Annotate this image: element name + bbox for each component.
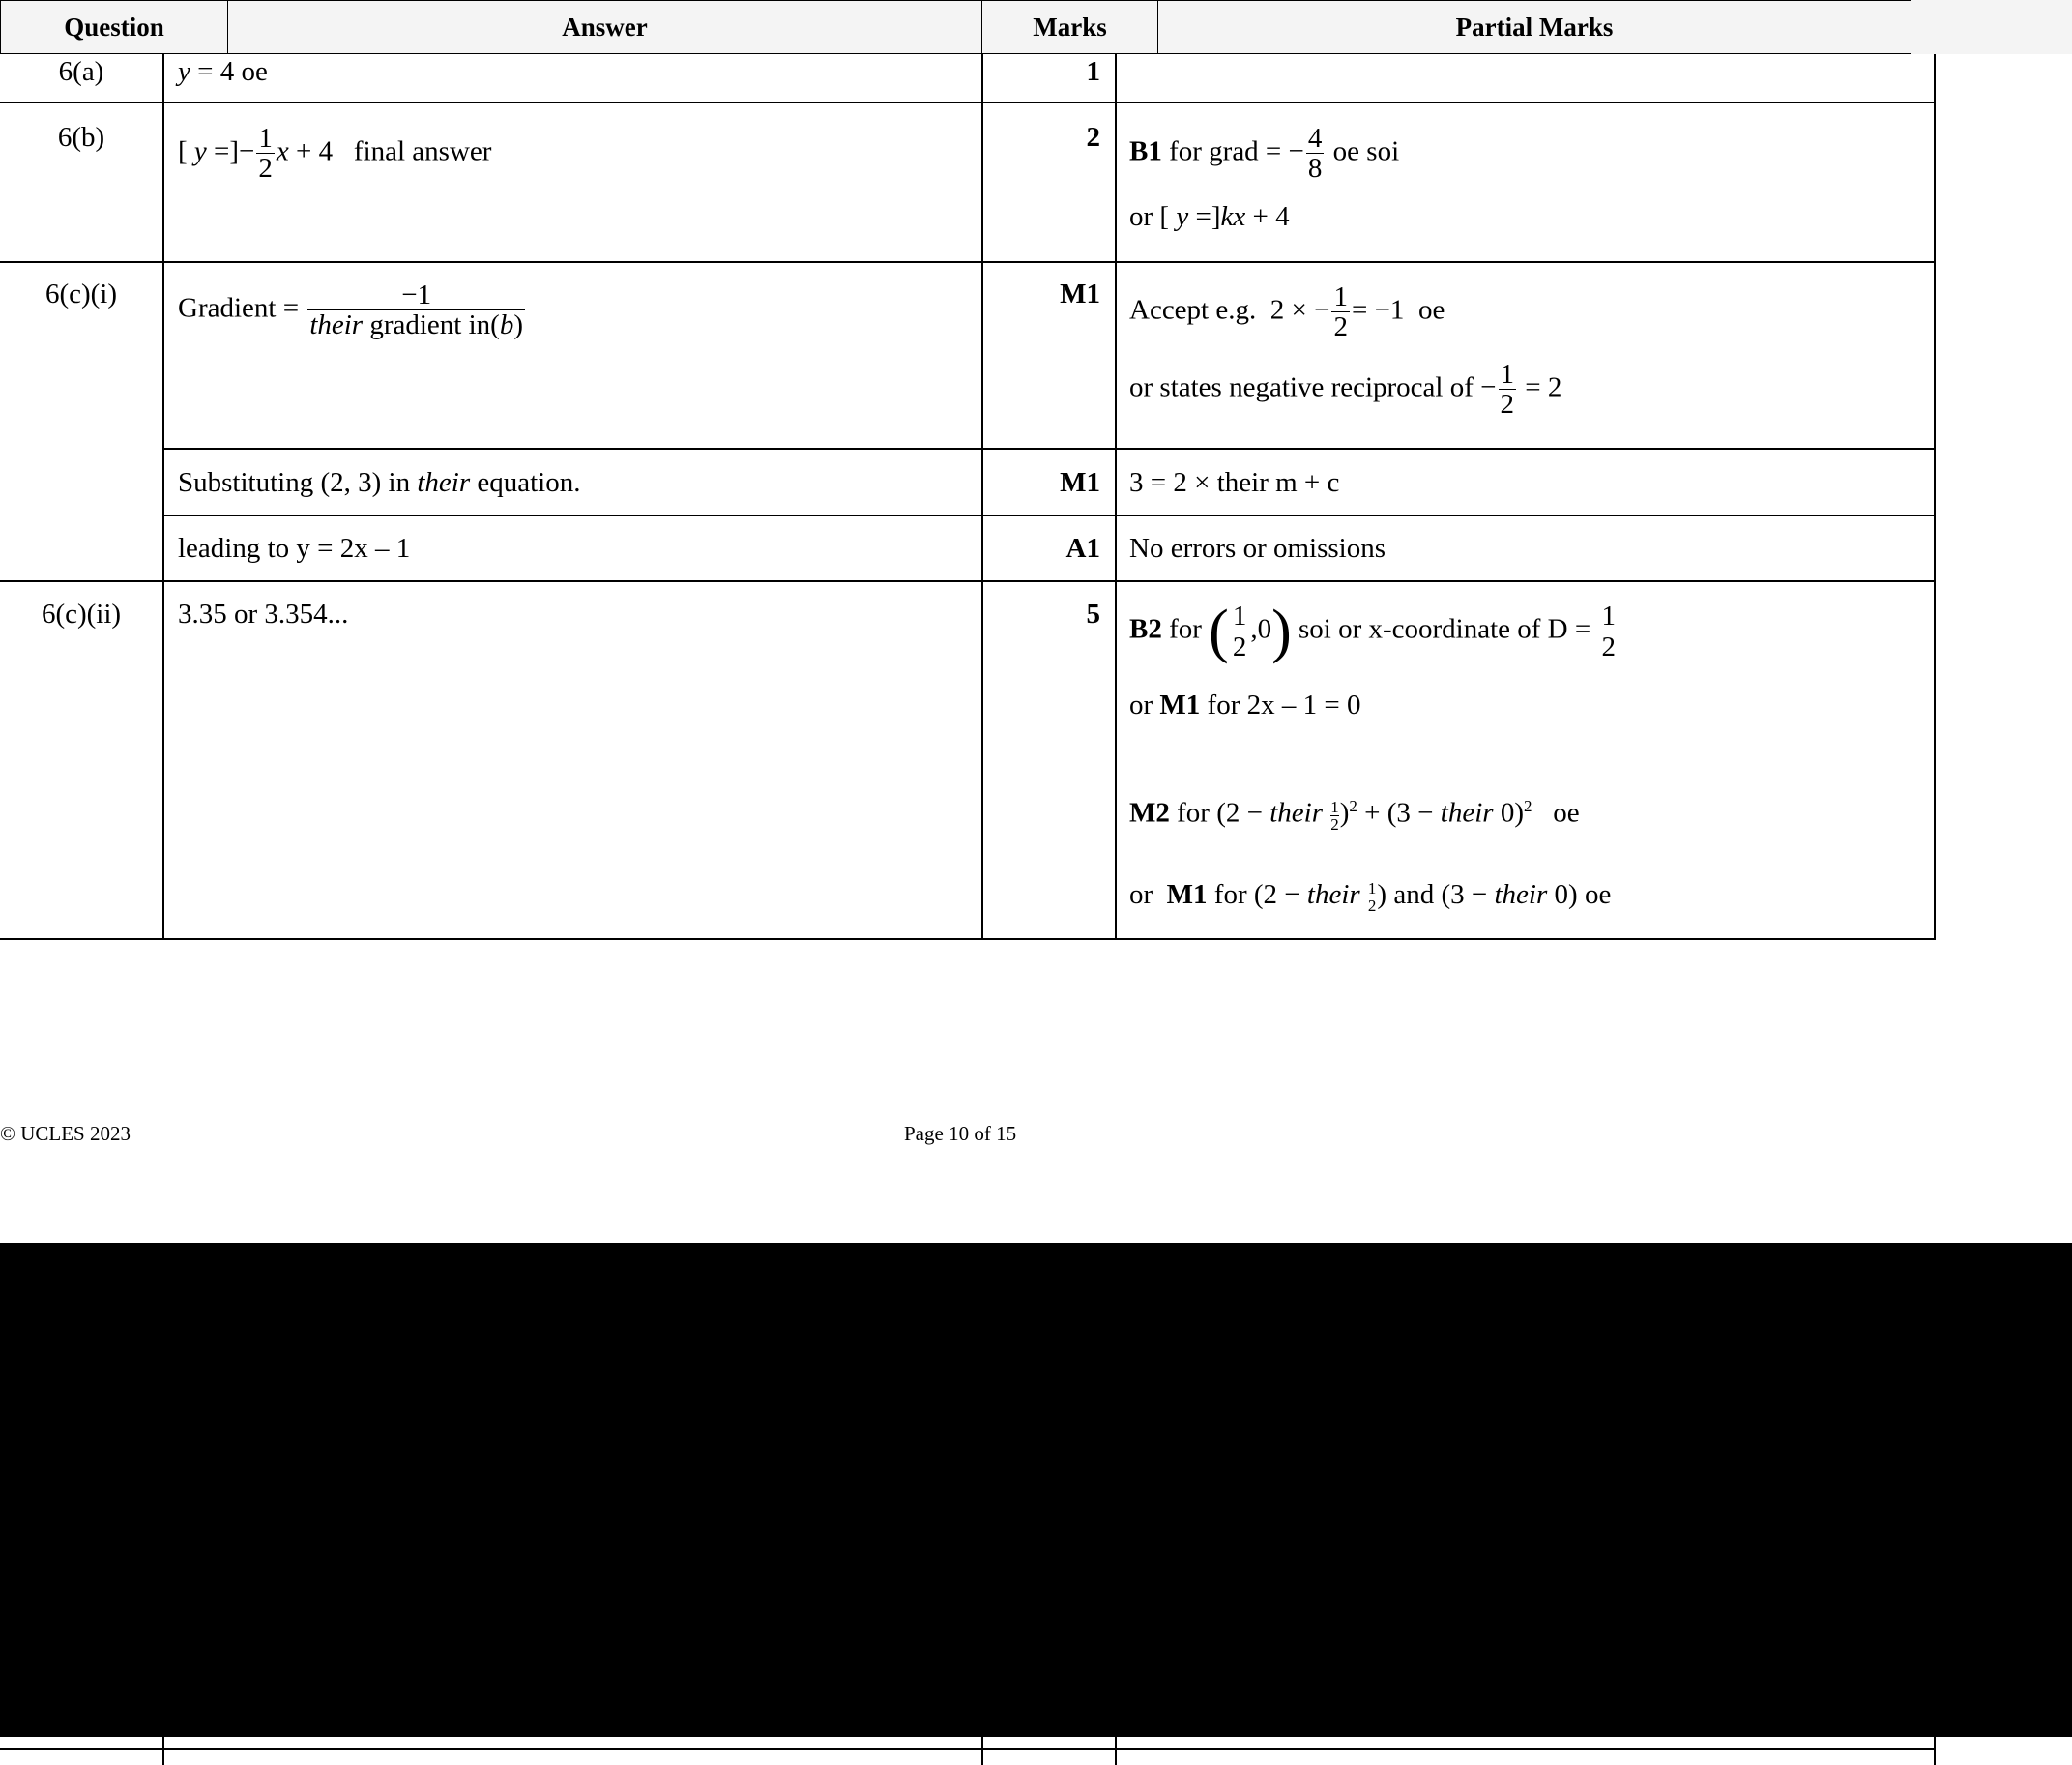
footer-page-number: Page 10 of 15: [904, 1122, 1017, 1145]
marks-6cii: 5: [1086, 599, 1100, 630]
fraction-one-half: $\frac{1}{2}$: [258, 123, 273, 185]
row-divider-6ci-1: [162, 448, 1936, 450]
header-question: Question: [0, 0, 228, 54]
question-6ci: 6(c)(i): [44, 279, 118, 309]
fraction-four-eighths: $\frac{4}{8}$: [1307, 123, 1323, 185]
row-divider-6ci-2: [162, 515, 1936, 516]
next-table-divider-1: [162, 1737, 164, 1765]
marks-6a: 1: [1086, 56, 1100, 87]
partial-6ci-substitute: 3 = 2 × their m + c: [1129, 467, 1340, 498]
answer-6ci-substitute: Substituting (2, 3) in their equation.: [178, 467, 581, 498]
partial-6ci-reciprocal: or states negative reciprocal of − $\frac{1}{2}$ = 2: [1129, 359, 1562, 421]
next-table-right-border: [1934, 1737, 1936, 1765]
answer-6b-tail: final answer: [353, 135, 492, 167]
partial-6ci-accept: Accept e.g. 2 × − $\frac{1}{2}$ = −1 oe: [1129, 281, 1445, 343]
marks-6ci-3: A1: [1065, 533, 1100, 564]
answer-6ci-leading: leading to y = 2x – 1: [178, 533, 411, 564]
fraction-one-half: $\frac{1}{2}$: [1500, 359, 1514, 421]
column-divider-2: [981, 54, 983, 940]
marks-6b: 2: [1086, 122, 1100, 153]
fraction-gradient: $\frac{-1}{\text{their gradient in(b)}}$: [309, 279, 524, 341]
header-fill: [1911, 0, 2072, 54]
small-fraction-half: $\frac{1}{2}$: [1367, 879, 1377, 915]
answer-6a: y = 4 oe: [178, 56, 268, 87]
next-table-top-border: [0, 1748, 1936, 1750]
small-fraction-half: $\frac{1}{2}$: [1330, 797, 1339, 834]
redacted-region: [0, 1243, 2072, 1737]
column-divider-3: [1115, 54, 1117, 940]
header-partial-marks: Partial Marks: [1157, 0, 1911, 54]
marks-6ci-1: M1: [1060, 279, 1100, 309]
next-table-divider-3: [1115, 1737, 1117, 1765]
answer-6ci-gradient: Gradient = $\frac{-1}{\text{their gradient in(b)}}$: [178, 279, 524, 341]
partial-6cii-m1: or M1 for (2 − their $\frac{1}{2}$ ) and (3 − their 0) oe: [1129, 879, 1612, 915]
partial-6b-b1: B1 for grad = − $\frac{4}{8}$ oe soi: [1129, 123, 1400, 185]
header-marks: Marks: [981, 0, 1158, 54]
partial-6cii-m2: M2 for (2 − their $\frac{1}{2}$ )$^2$ + (3 − their 0)$^2$ oe: [1129, 797, 1580, 834]
row-divider-6ci: [0, 580, 1936, 582]
partial-6b-or: or [ y =]kx + 4: [1129, 201, 1290, 232]
marks-6ci-2: M1: [1060, 467, 1100, 498]
partial-6cii-b2: B2 for ( $\frac{1}{2}$ ,0) soi or x-coordinate of D = $\frac{1}{2}$: [1129, 599, 1616, 664]
question-6a: 6(a): [58, 56, 104, 87]
column-divider-1: [162, 54, 164, 940]
answer-6b: [ y =]− $\frac{1}{2}$ x + 4 final answer: [178, 123, 492, 185]
fraction-one-half: $\frac{1}{2}$: [1232, 601, 1247, 662]
header-answer: Answer: [227, 0, 982, 54]
footer-copyright: © UCLES 2023: [0, 1122, 131, 1145]
next-table-divider-2: [981, 1737, 983, 1765]
partial-6cii-m1-eq: or M1 for 2x – 1 = 0: [1129, 690, 1361, 721]
answer-6cii: 3.35 or 3.354...: [178, 599, 349, 630]
question-6b: 6(b): [57, 122, 105, 153]
row-divider-6a: [0, 102, 1936, 103]
fraction-one-half: $\frac{1}{2}$: [1333, 281, 1348, 343]
row-divider-6cii: [0, 938, 1936, 940]
table-border-right: [1934, 54, 1936, 940]
question-6cii: 6(c)(ii): [41, 599, 122, 630]
fraction-one-half: $\frac{1}{2}$: [1601, 601, 1616, 662]
row-divider-6b: [0, 261, 1936, 263]
partial-6ci-no-errors: No errors or omissions: [1129, 533, 1386, 564]
